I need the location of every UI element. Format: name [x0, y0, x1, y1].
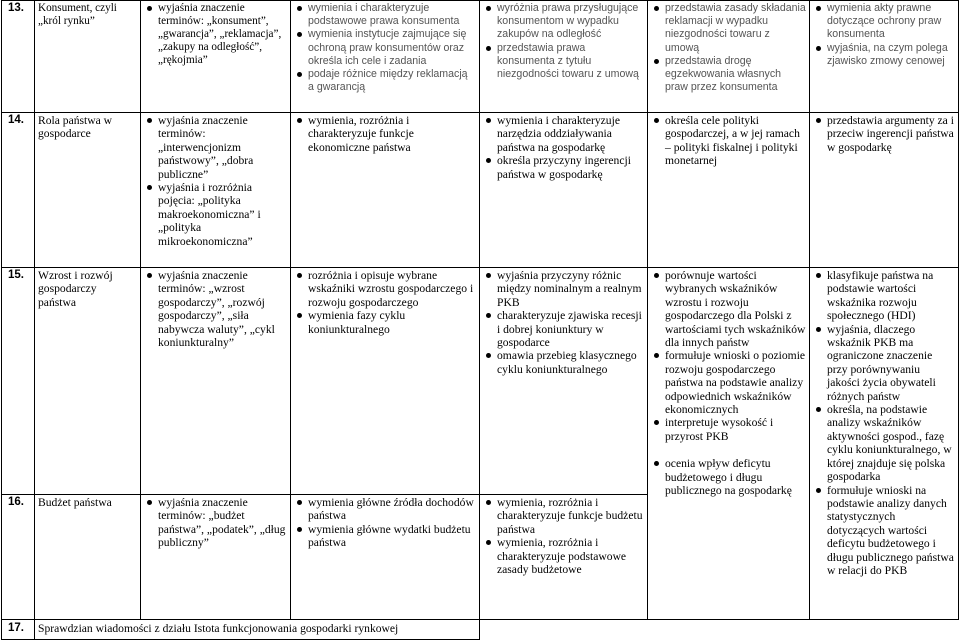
table-row: [2, 620, 959, 640]
grade-cell: [810, 268, 959, 620]
list-item: przedstawia argumenty za i przeciw ingerencji państwa w gospodarkę: [827, 114, 954, 154]
topic-cell: Konsument, czyli „król rynku”: [35, 1, 141, 113]
row-number: 16.: [2, 495, 35, 620]
grade-cell: [141, 268, 291, 495]
grade-cell: [141, 1, 291, 113]
list-item: rozróżnia i opisuje wybrane wskaźniki wzrostu gospodarczego i rozwoju gospodarczego: [308, 269, 476, 309]
list-item: wyjaśnia przyczyny różnic między nominalnym a realnym PKB: [497, 269, 644, 309]
grade-cell: [141, 113, 291, 268]
list-item: przedstawia drogę egzekwowania własnych praw przez konsumenta: [665, 55, 806, 95]
list-item: wyjaśnia i rozróżnia pojęcia: „polityka makroekonomiczna” i „polityka mikroekonomiczna”: [158, 181, 287, 248]
topic-cell: Sprawdzian wiadomości z działu Istota funkcjonowania gospodarki rynkowej: [35, 620, 480, 640]
list-item: wyjaśnia znaczenie terminów: „konsument”, „gwarancja”, „reklamacja”, „zakupy na odległość”, „rękojmia”: [158, 2, 287, 67]
list-item: wymienia główne wydatki budżetu państwa: [308, 523, 476, 550]
list-item: przedstawia zasady składania reklamacji w wypadku niezgodności towaru z umową: [665, 2, 806, 54]
row-number: 13.: [2, 1, 35, 113]
list-item: określa, na podstawie analizy wskaźników aktywności gospod., fazę cyklu koniunkturalnego, w której znajduje się polska gospodarka: [827, 403, 955, 483]
grade-cell: [291, 495, 480, 620]
list-item: wymienia akty prawne dotyczące ochrony praw konsumenta: [827, 2, 955, 42]
topic-cell: Rola państwa w gospodarce: [35, 113, 141, 268]
list-item: wymienia i charakteryzuje podstawowe prawa konsumenta: [308, 2, 476, 28]
list-item: omawia przebieg klasycznego cyklu koniunkturalnego: [497, 349, 644, 376]
list-item: interpretuje wysokość i przyrost PKB: [665, 416, 806, 443]
list-item: wymienia, rozróżnia i charakteryzuje funkcje ekonomiczne państwa: [308, 114, 476, 154]
grade-cell: [480, 113, 648, 268]
list-item: porównuje wartości wybranych wskaźników wzrostu i rozwoju gospodarczego dla Polski z wartościami tych wskaźników dla innych państw: [665, 269, 806, 350]
list-item: klasyfikuje państwa na podstawie wartości wskaźnika rozwoju społecznego (HDI): [827, 269, 955, 323]
list-item: wyjaśnia znaczenie terminów: „budżet państwa”, „podatek”, „dług publiczny”: [158, 496, 286, 550]
list-item: określa cele polityki gospodarczej, a w jej ramach – polityki fiskalnej i polityki monetarnej: [665, 114, 806, 168]
list-item: wyjaśnia, na czym polega zjawisko zmowy cenowej: [827, 42, 955, 68]
list-item: wyjaśnia znaczenie terminów: „wzrost gospodarczy”, „rozwój gospodarczy”, „siła nabywcza waluty”, „cykl koniunkturalny”: [158, 269, 287, 349]
list-item: wymienia i charakteryzuje narzędzia oddziaływania państwa na gospodarkę: [497, 114, 644, 154]
row-number: 17.: [2, 620, 35, 640]
list-item: wymienia fazy cyklu koniunkturalnego: [308, 309, 476, 336]
list-item: podaje różnice między reklamacją a gwarancją: [308, 68, 476, 94]
row-number: 15.: [2, 268, 35, 495]
list-item: przedstawia prawa konsumenta z tytułu niezgodności towaru z umową: [497, 42, 644, 82]
grade-cell: [480, 1, 648, 113]
grade-cell: [648, 268, 810, 620]
topic-cell: Budżet państwa: [35, 495, 141, 620]
list-item: wymienia główne źródła dochodów państwa: [308, 496, 476, 523]
empty-cell: [480, 620, 648, 640]
topic-cell: Wzrost i rozwój gospodarczy państwa: [35, 268, 141, 495]
list-item: wyróżnia prawa przysługujące konsumentom w wypadku zakupów na odległość: [497, 2, 644, 42]
grade-cell: [480, 495, 648, 620]
spacer: [651, 443, 806, 457]
grade-cell: [810, 1, 959, 113]
grade-cell: [291, 1, 480, 113]
table-row: [2, 1, 959, 113]
list-item: wymienia, rozróżnia i charakteryzuje podstawowe zasady budżetowe: [497, 536, 644, 576]
list-item: formułuje wnioski o poziomie rozwoju gospodarczego państwa na podstawie analizy odpowiednich wskaźników ekonomicznych: [665, 349, 806, 417]
list-item: ocenia wpływ deficytu budżetowego i długu publicznego na gospodarkę: [665, 457, 806, 497]
empty-cell: [648, 620, 810, 640]
list-item: określa przyczyny ingerencji państwa w gospodarkę: [497, 154, 644, 181]
list-item: wymienia instytucje zajmujące się ochroną praw konsumentów oraz określa ich cele i zadania: [308, 28, 476, 68]
grade-cell: [648, 1, 810, 113]
grade-cell: [480, 268, 648, 495]
grade-cell: [291, 268, 480, 495]
grade-cell: [648, 113, 810, 268]
list-item: wymienia, rozróżnia i charakteryzuje funkcje budżetu państwa: [497, 496, 643, 536]
list-item: wyjaśnia znaczenie terminów: „interwencjonizm państwowy”, „dobra publiczne”: [158, 114, 287, 181]
table-row: [2, 268, 959, 495]
list-item: charakteryzuje zjawiska recesji i dobrej koniunktury w gospodarce: [497, 309, 644, 349]
list-item: wyjaśnia, dlaczego wskaźnik PKB ma ograniczone znaczenie przy porównywaniu jakości życia obywateli różnych państw: [827, 323, 955, 403]
table-row: [2, 113, 959, 268]
empty-cell: [810, 620, 959, 640]
list-item: formułuje wnioski na podstawie analizy danych statystycznych dotyczących wartości deficytu budżetowego i długu publicznego państwa w relacji do PKB: [827, 483, 954, 577]
row-number: 14.: [2, 113, 35, 268]
grade-cell: [141, 495, 291, 620]
grade-cell: [291, 113, 480, 268]
grade-cell: [810, 113, 959, 268]
curriculum-table: [1, 0, 959, 640]
